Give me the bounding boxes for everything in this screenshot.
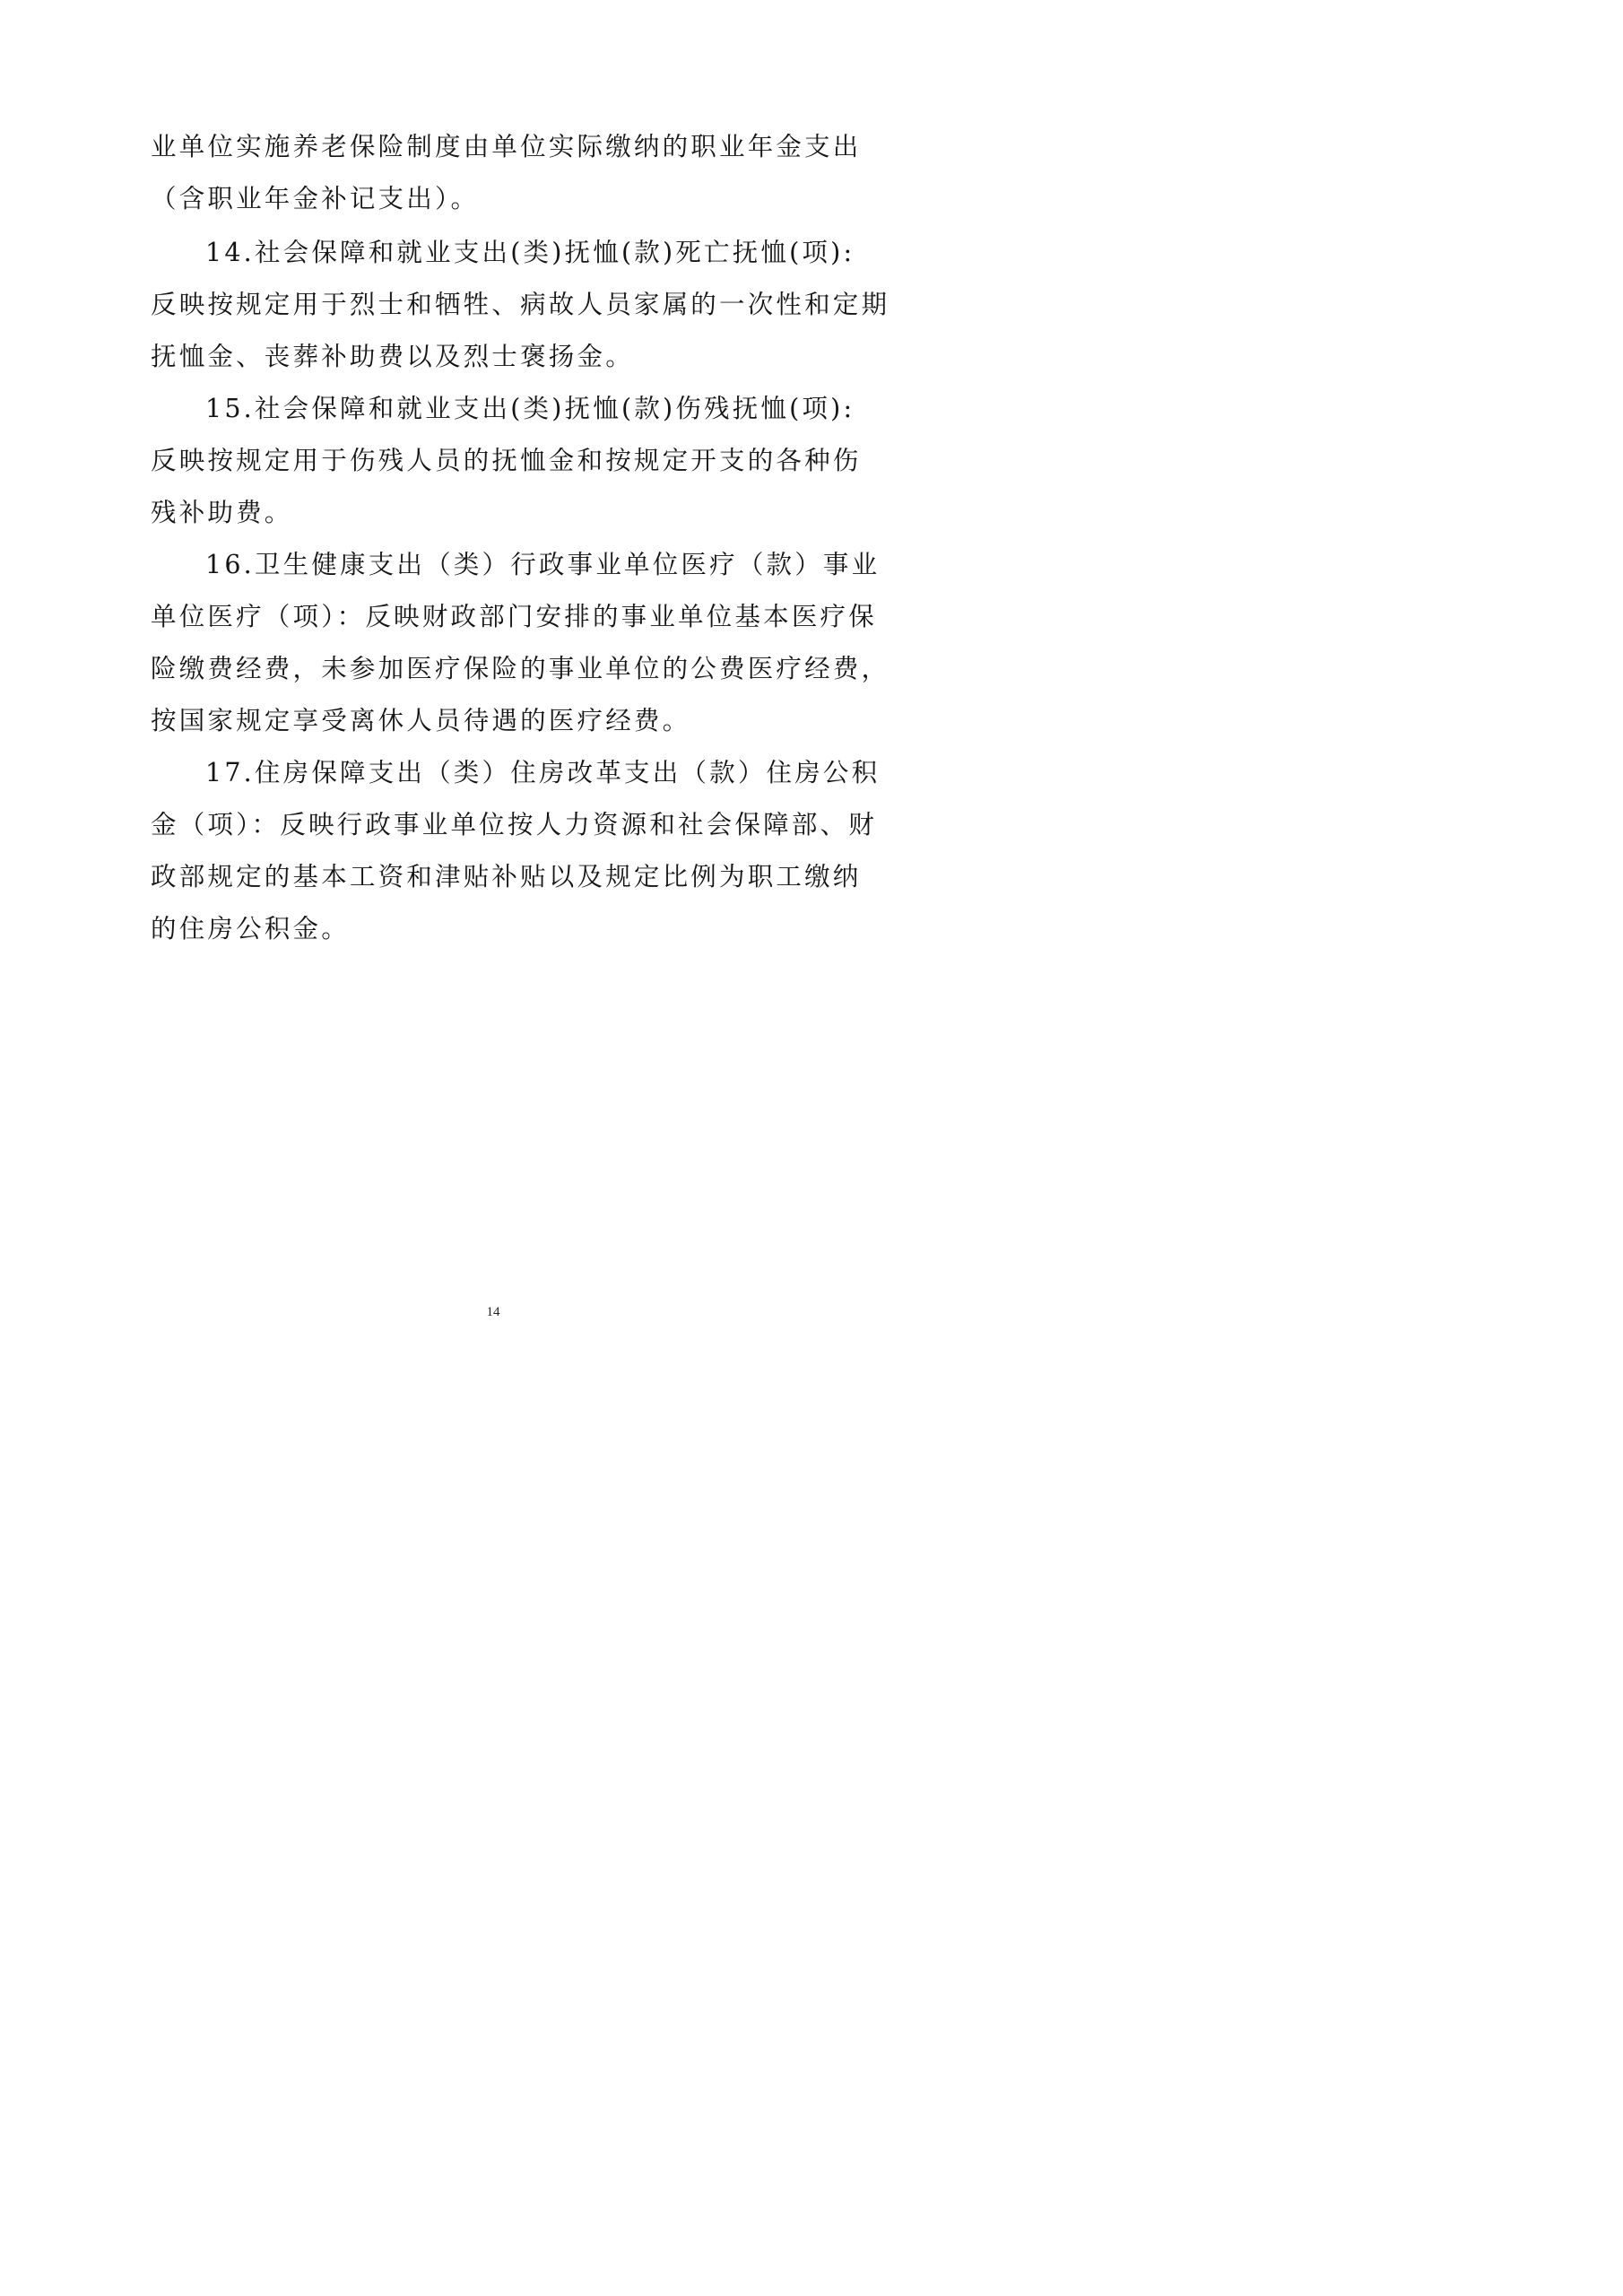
text-line: 反映按规定用于烈士和牺牲、病故人员家属的一次性和定期: [151, 290, 890, 319]
text-line: （含职业年金补记支出）。: [151, 184, 480, 213]
text-line: 政部规定的基本工资和津贴补贴以及规定比例为职工缴纳: [151, 862, 862, 891]
text-line: 险缴费经费，未参加医疗保险的事业单位的公费医疗经费，: [151, 654, 890, 683]
document-page: [0, 0, 986, 1395]
paragraph-14-heading: 14.社会保障和就业支出(类)抚恤(款)死亡抚恤(项):: [205, 238, 855, 267]
text-line: 金（项）：反映行政事业单位按人力资源和社会保障部、财: [151, 810, 877, 839]
text-line: 单位医疗（项）：反映财政部门安排的事业单位基本医疗保: [151, 602, 877, 631]
text-line: 反映按规定用于伤残人员的抚恤金和按规定开支的各种伤: [151, 446, 862, 475]
page-number: 14: [486, 1305, 500, 1319]
text-line: 的住房公积金。: [151, 914, 350, 944]
paragraph-17-heading: 17.住房保障支出（类）住房改革支出（款）住房公积: [205, 758, 881, 787]
paragraph-15-heading: 15.社会保障和就业支出(类)抚恤(款)伤残抚恤(项):: [205, 394, 855, 423]
text-line: 残补助费。: [151, 498, 293, 527]
text-line: 按国家规定享受离休人员待遇的医疗经费。: [151, 706, 691, 735]
text-line: 抚恤金、丧葬补助费以及烈士褒扬金。: [151, 342, 634, 371]
text-line: 业单位实施养老保险制度由单位实际缴纳的职业年金支出: [151, 132, 862, 161]
paragraph-16-heading: 16.卫生健康支出（类）行政事业单位医疗（款）事业: [205, 550, 881, 579]
